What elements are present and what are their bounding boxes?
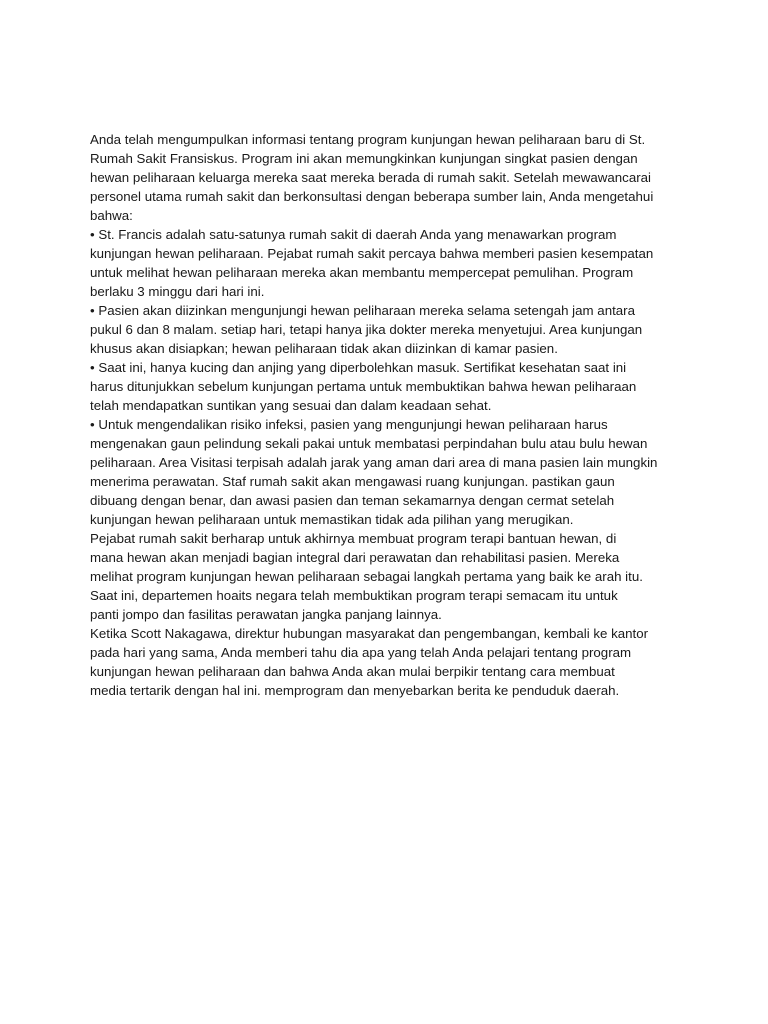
text-line: peliharaan. Area Visitasi terpisah adalah jarak yang aman dari area di mana pasien lain mungkin	[90, 455, 658, 470]
text-line: Rumah Sakit Fransiskus. Program ini akan memungkinkan kunjungan singkat pasien dengan	[90, 151, 638, 166]
text-line: Ketika Scott Nakagawa, direktur hubungan masyarakat dan pengembangan, kembali ke kantor	[90, 626, 649, 641]
bullet-line: • Saat ini, hanya kucing dan anjing yang diperbolehkan masuk. Sertifikat kesehatan saat ini	[90, 360, 627, 375]
text-line: mana hewan akan menjadi bagian integral dari perawatan dan rehabilitasi pasien. Mereka	[90, 550, 620, 565]
document-body	[90, 130, 690, 700]
bullet-line: • Untuk mengendalikan risiko infeksi, pasien yang mengunjungi hewan peliharaan harus	[90, 417, 608, 432]
bullet-line: • Pasien akan diizinkan mengunjungi hewan peliharaan mereka selama setengah jam antara	[90, 303, 635, 318]
text-line: menerima perawatan. Staf rumah sakit akan mengawasi ruang kunjungan. pastikan gaun	[90, 474, 615, 489]
text-line: dibuang dengan benar, dan awasi pasien dan teman sekamarnya dengan cermat setelah	[90, 493, 615, 508]
text-line: Pejabat rumah sakit berharap untuk akhirnya membuat program terapi bantuan hewan, di	[90, 531, 617, 546]
text-line: khusus akan disiapkan; hewan peliharaan tidak akan diizinkan di kamar pasien.	[90, 341, 558, 356]
text-line: kunjungan hewan peliharaan. Pejabat rumah sakit percaya bahwa memberi pasien kesempatan	[90, 246, 654, 261]
text-line: Anda telah mengumpulkan informasi tentang program kunjungan hewan peliharaan baru di St.	[90, 132, 646, 147]
text-line: berlaku 3 minggu dari hari ini.	[90, 284, 265, 299]
text-line: harus ditunjukkan sebelum kunjungan pertama untuk membuktikan bahwa hewan peliharaan	[90, 379, 637, 394]
text-line: untuk melihat hewan peliharaan mereka akan membantu mempercepat pemulihan. Program	[90, 265, 634, 280]
bullet-line: • St. Francis adalah satu-satunya rumah sakit di daerah Anda yang menawarkan program	[90, 227, 617, 242]
text-line: panti jompo dan fasilitas perawatan jangka panjang lainnya.	[90, 607, 442, 622]
text-line: Saat ini, departemen hoaits negara telah membuktikan program terapi semacam itu untuk	[90, 588, 618, 603]
text-line: bahwa:	[90, 208, 133, 223]
text-line: pukul 6 dan 8 malam. setiap hari, tetapi hanya jika dokter mereka menyetujui. Area kunjungan	[90, 322, 643, 337]
text-line: kunjungan hewan peliharaan untuk memastikan tidak ada pilihan yang merugikan.	[90, 512, 574, 527]
text-line: melihat program kunjungan hewan peliharaan sebagai langkah pertama yang baik ke arah itu.	[90, 569, 643, 584]
text-line: personel utama rumah sakit dan berkonsultasi dengan beberapa sumber lain, Anda mengetahui	[90, 189, 654, 204]
text-line: telah mendapatkan suntikan yang sesuai dan dalam keadaan sehat.	[90, 398, 492, 413]
text-line: kunjungan hewan peliharaan dan bahwa Anda akan mulai berpikir tentang cara membuat	[90, 664, 615, 679]
text-line: media tertarik dengan hal ini. memprogram dan menyebarkan berita ke penduduk daerah.	[90, 683, 620, 698]
text-line: pada hari yang sama, Anda memberi tahu dia apa yang telah Anda pelajari tentang program	[90, 645, 632, 660]
text-line: hewan peliharaan keluarga mereka saat mereka berada di rumah sakit. Setelah mewawancarai	[90, 170, 651, 185]
text-line: mengenakan gaun pelindung sekali pakai untuk membatasi perpindahan bulu atau bulu hewan	[90, 436, 648, 451]
